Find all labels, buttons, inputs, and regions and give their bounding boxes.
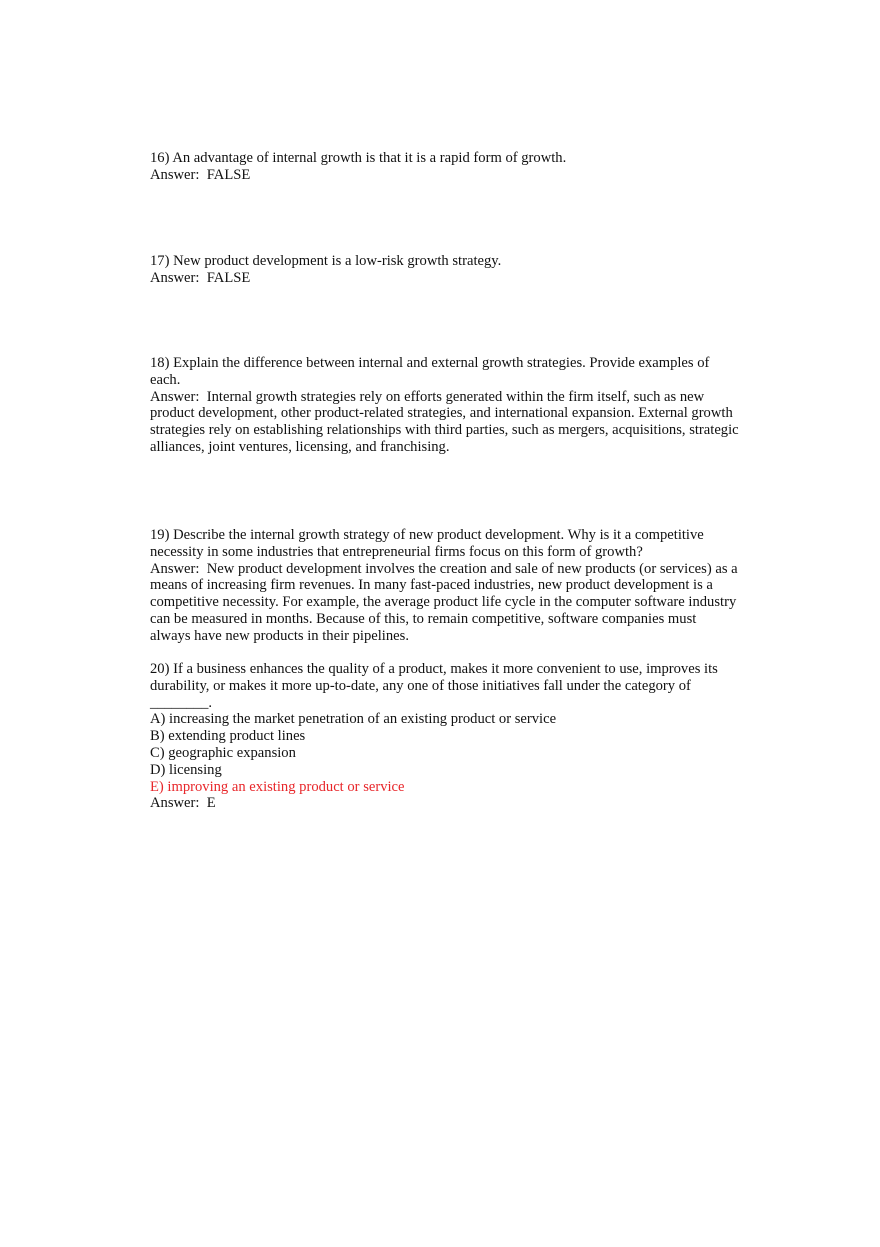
answer-value: E — [206, 795, 216, 812]
answer-line — [150, 389, 740, 456]
answer-value: FALSE — [206, 269, 251, 286]
question-number: 18) — [150, 355, 170, 371]
question-16 — [150, 150, 740, 184]
answer-label: Answer: — [150, 166, 200, 183]
answer-label: Answer: — [150, 388, 200, 405]
question-text — [150, 253, 740, 270]
answer-label: Answer: — [150, 560, 200, 577]
question-number: 16) — [150, 150, 170, 166]
answer-label: Answer: — [150, 795, 200, 812]
question-number: 19) — [150, 527, 170, 543]
option-d: D) licensing — [150, 761, 222, 778]
answer-value: FALSE — [206, 166, 251, 183]
question-20 — [150, 661, 740, 812]
question-prompt: Explain the difference between internal and external growth strategies. Provide examples of each. — [150, 355, 710, 388]
answer-line — [150, 167, 740, 184]
question-17 — [150, 253, 740, 287]
question-18 — [150, 355, 740, 456]
question-prompt: If a business enhances the quality of a product, makes it more convenient to use, improves its durability, or makes it more up-to-date, any one of those initiatives fall under the category of ________. — [150, 661, 718, 711]
question-number: 17) — [150, 253, 170, 269]
option-e-correct: E) improving an existing product or service — [150, 778, 405, 795]
question-prompt: New product development is a low-risk growth strategy. — [173, 253, 502, 269]
question-number: 20) — [150, 661, 170, 677]
question-prompt: An advantage of internal growth is that it is a rapid form of growth. — [172, 150, 567, 166]
answer-line — [150, 561, 740, 645]
answer-line — [150, 270, 740, 287]
question-text — [150, 355, 740, 389]
option-b: B) extending product lines — [150, 728, 306, 745]
option-a: A) increasing the market penetration of an existing product or service — [150, 711, 557, 728]
question-19 — [150, 527, 740, 645]
question-prompt: Describe the internal growth strategy of new product development. Why is it a competitive necessity in some industries that entrepreneurial firms focus on this form of growth? — [150, 527, 704, 560]
question-text — [150, 527, 740, 561]
answer-value: Internal growth strategies rely on efforts generated within the firm itself, such as new product development, other product-related strategies, and international expansion. External growth strategies rely on establishing relationships with third parties, such as mergers, acquisitions, strategic alliances, joint ventures, licensing, and franchising. — [150, 388, 739, 455]
answer-value: New product development involves the creation and sale of new products (or services) as a means of increasing firm revenues. In many fast-paced industries, new product development is a competitive necessity. For example, the average product life cycle in the computer software industry can be measured in months. Because of this, to remain competitive, software companies must always have new products in their pipelines. — [150, 560, 738, 644]
question-text — [150, 661, 740, 711]
option-c: C) geographic expansion — [150, 744, 296, 761]
answer-line — [150, 795, 740, 812]
answer-label: Answer: — [150, 269, 200, 286]
question-text — [150, 150, 740, 167]
